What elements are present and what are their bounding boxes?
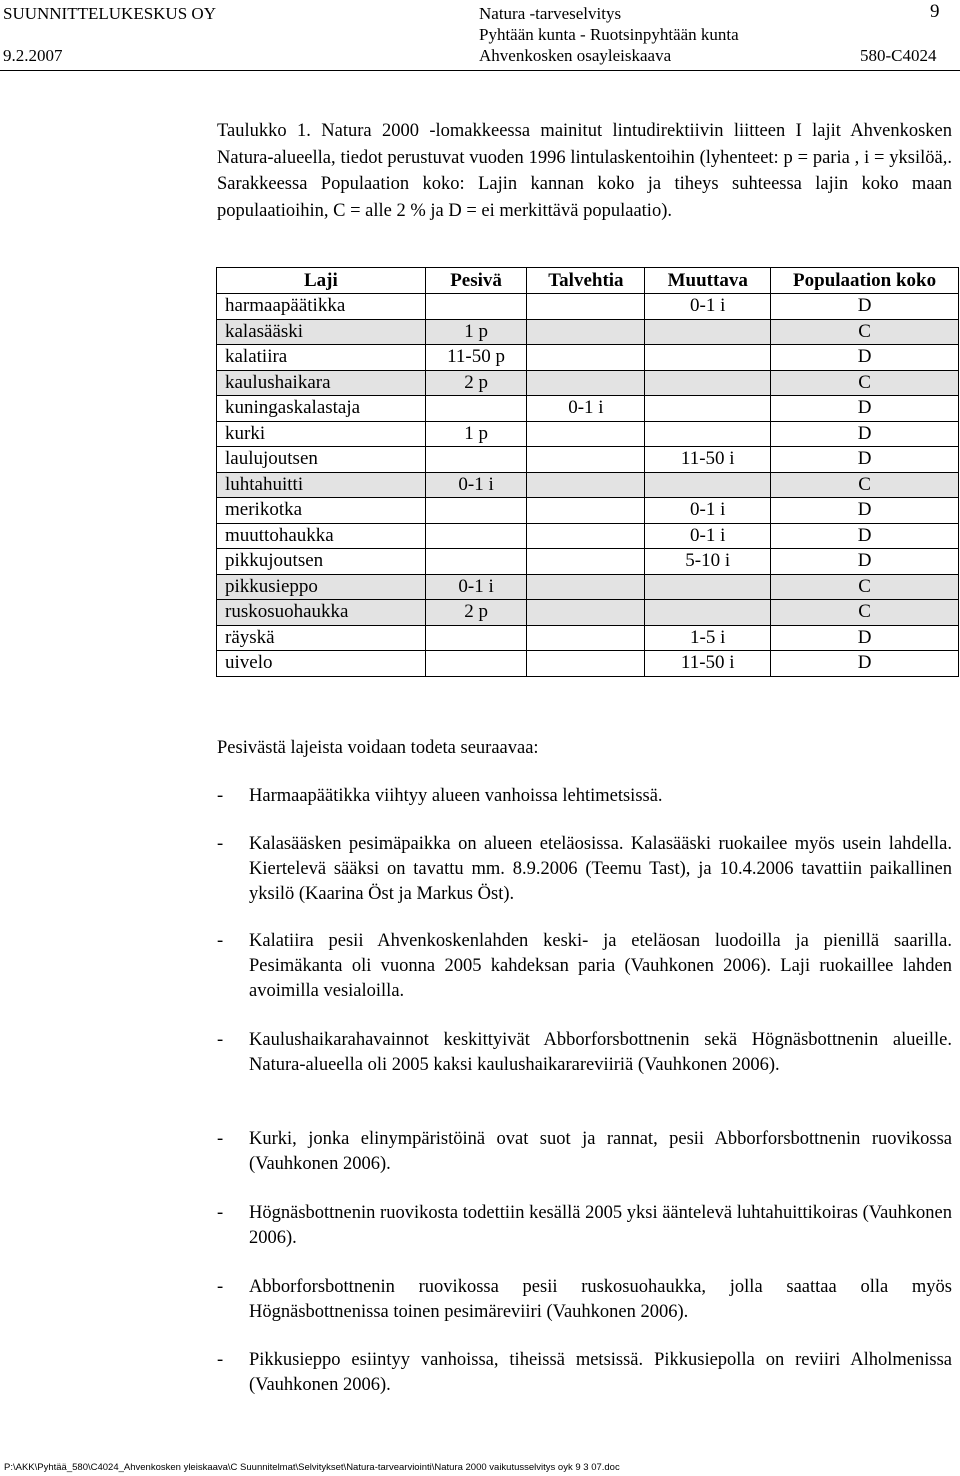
cell-laji: pikkusieppo [217, 574, 426, 600]
bullet-item [217, 1028, 952, 1078]
bullet-dash: - [217, 834, 224, 854]
cell-populaatio: C [771, 574, 959, 600]
table-row [217, 574, 959, 600]
cell-muuttava: 5-10 i [645, 549, 771, 575]
cell-pesiva [425, 625, 527, 651]
bullet-item [217, 832, 952, 907]
cell-pesiva: 1 p [425, 421, 527, 447]
table-row [217, 625, 959, 651]
bullet-item [217, 784, 952, 809]
cell-laji: kuningaskalastaja [217, 396, 426, 422]
table-row [217, 600, 959, 626]
header-divider [0, 70, 960, 71]
cell-talvehtia [527, 345, 645, 371]
cell-laji: kaulushaikara [217, 370, 426, 396]
cell-talvehtia [527, 574, 645, 600]
cell-talvehtia [527, 549, 645, 575]
cell-talvehtia [527, 600, 645, 626]
bullet-dash: - [217, 1277, 224, 1297]
cell-muuttava [645, 472, 771, 498]
cell-muuttava [645, 574, 771, 600]
cell-laji: kurki [217, 421, 426, 447]
cell-talvehtia [527, 447, 645, 473]
cell-populaatio: D [771, 345, 959, 371]
cell-laji: ruskosuohaukka [217, 600, 426, 626]
cell-pesiva: 1 p [425, 319, 527, 345]
cell-pesiva: 2 p [425, 370, 527, 396]
cell-talvehtia [527, 651, 645, 677]
cell-pesiva: 0-1 i [425, 472, 527, 498]
table-row [217, 472, 959, 498]
table-caption [217, 118, 952, 224]
col-header-muuttava: Muuttava [645, 268, 771, 294]
cell-pesiva [425, 651, 527, 677]
cell-populaatio: C [771, 319, 959, 345]
cell-talvehtia [527, 294, 645, 320]
bullet-dash: - [217, 1129, 224, 1149]
cell-pesiva [425, 498, 527, 524]
cell-laji: uivelo [217, 651, 426, 677]
table-row [217, 319, 959, 345]
bullet-dash: - [217, 786, 224, 806]
bullet-text: Abborforsbottnenin ruovikossa pesii ruskosuohaukka, jolla saattaa olla myös Högnäsbottnenissa toinen pesimäreviiri (Vauhkonen 2006). [249, 1277, 952, 1322]
cell-muuttava [645, 345, 771, 371]
cell-pesiva: 2 p [425, 600, 527, 626]
cell-laji: pikkujoutsen [217, 549, 426, 575]
cell-populaatio: D [771, 549, 959, 575]
cell-populaatio: C [771, 370, 959, 396]
bullet-item [217, 1275, 952, 1325]
cell-talvehtia [527, 498, 645, 524]
cell-populaatio: D [771, 625, 959, 651]
intro-paragraph: Pesivästä lajeista voidaan todeta seuraavaa: [217, 738, 539, 758]
cell-populaatio: D [771, 651, 959, 677]
cell-populaatio: D [771, 447, 959, 473]
table-row [217, 651, 959, 677]
col-header-talvehtia: Talvehtia [527, 268, 645, 294]
bullet-dash: - [217, 1030, 224, 1050]
table-row [217, 549, 959, 575]
cell-talvehtia [527, 523, 645, 549]
cell-muuttava: 0-1 i [645, 294, 771, 320]
cell-talvehtia: 0-1 i [527, 396, 645, 422]
table-row [217, 294, 959, 320]
bullet-text: Kurki, jonka elinympäristöinä ovat suot ja rannat, pesii Abborforsbottnenin ruovikossa (Vauhkonen 2006). [249, 1129, 952, 1174]
table-row [217, 498, 959, 524]
cell-muuttava [645, 421, 771, 447]
bullet-text: Kalasääsken pesimäpaikka on alueen eteläosissa. Kalasääski ruokailee myös usein lahdella. Kiertelevä sääksi on tavattu mm. 8.9.2006 (Teemu Tast), ja 10.4.2006 tavattiin paikallinen yksilö (Kaarina Öst ja Markus Öst). [249, 834, 952, 904]
cell-populaatio: C [771, 600, 959, 626]
table-row [217, 421, 959, 447]
cell-pesiva [425, 396, 527, 422]
bullet-item [217, 1127, 952, 1177]
cell-populaatio: D [771, 523, 959, 549]
table-row [217, 370, 959, 396]
cell-talvehtia [527, 319, 645, 345]
table-row [217, 345, 959, 371]
page-number: 9 [930, 1, 940, 22]
bullet-item [217, 1348, 952, 1398]
cell-pesiva [425, 523, 527, 549]
bullet-dash: - [217, 1350, 224, 1370]
table-header-row [217, 268, 959, 294]
cell-laji: muuttohaukka [217, 523, 426, 549]
cell-muuttava: 11-50 i [645, 651, 771, 677]
cell-muuttava: 1-5 i [645, 625, 771, 651]
cell-talvehtia [527, 370, 645, 396]
col-header-populaatio: Populaation koko [771, 268, 959, 294]
cell-muuttava [645, 370, 771, 396]
caption-text: Natura 2000 -lomakkeessa mainitut lintudirektiivin liitteen I lajit Ahvenkosken Natura-alueella, tiedot perustuvat vuoden 1996 lintulaskentoihin (lyhenteet: p = paria , i = yksilöä,. Sarakkeessa Populaation koko: Lajin kannan koko ja tiheys suhteessa lajin koko maan populaatioihin, C = alle 2 % ja D = ei merkittävä populaatio). [217, 121, 952, 221]
cell-muuttava: 0-1 i [645, 523, 771, 549]
cell-pesiva [425, 447, 527, 473]
cell-talvehtia [527, 421, 645, 447]
header-title: Natura -tarveselvitys [479, 4, 622, 23]
bullet-text: Harmaapäätikka viihtyy alueen vanhoissa lehtimetsissä. [249, 786, 663, 806]
cell-muuttava: 11-50 i [645, 447, 771, 473]
bullet-text: Högnäsbottnenin ruovikosta todettiin kesällä 2005 yksi ääntelevä luhtahuittikoiras (Vauhkonen 2006). [249, 1203, 952, 1248]
cell-laji: kalatiira [217, 345, 426, 371]
header-municipality: Pyhtään kunta - Ruotsinpyhtään kunta [479, 25, 739, 44]
cell-laji: luhtahuitti [217, 472, 426, 498]
table-row [217, 396, 959, 422]
bullet-dash: - [217, 931, 224, 951]
bullet-item [217, 929, 952, 1004]
cell-talvehtia [527, 472, 645, 498]
footer-file-path: P:\AKK\Pyhtää_580\C4024_Ahvenkosken yleiskaava\C Suunnitelmat\Selvitykset\Natura-tarvearviointi\Natura 2000 vaikutusselvitys oyk 9 3 07.doc [4, 1462, 620, 1473]
cell-populaatio: D [771, 294, 959, 320]
caption-label: Taulukko 1. [217, 121, 311, 141]
cell-pesiva [425, 549, 527, 575]
bullet-text: Kaulushaikarahavainnot keskittyivät Abborforsbottnenin sekä Högnäsbottnenin alueille. Natura-alueella oli 2005 kaksi kaulushaikarareviiriä (Vauhkonen 2006). [249, 1030, 952, 1075]
cell-pesiva: 11-50 p [425, 345, 527, 371]
bullet-dash: - [217, 1203, 224, 1223]
header-plan: Ahvenkosken osayleiskaava [479, 46, 672, 65]
bullet-text: Kalatiira pesii Ahvenkoskenlahden keski- ja eteläosan luodoilla ja pienillä saarilla. Pesimäkanta oli vuonna 2005 kahdeksan paria (Vauhkonen 2006). Laji ruokaillee lahden avoimilla vesialoilla. [249, 931, 952, 1001]
col-header-laji: Laji [217, 268, 426, 294]
cell-muuttava [645, 600, 771, 626]
cell-muuttava [645, 396, 771, 422]
cell-populaatio: C [771, 472, 959, 498]
cell-laji: räyskä [217, 625, 426, 651]
cell-populaatio: D [771, 498, 959, 524]
bullet-text: Pikkusieppo esiintyy vanhoissa, tiheissä metsissä. Pikkusiepolla on reviiri Alholmenissa (Vauhkonen 2006). [249, 1350, 952, 1395]
cell-muuttava: 0-1 i [645, 498, 771, 524]
cell-pesiva [425, 294, 527, 320]
table-row [217, 523, 959, 549]
col-header-pesiva: Pesivä [425, 268, 527, 294]
cell-muuttava [645, 319, 771, 345]
header-org: SUUNNITTELUKESKUS OY [3, 4, 216, 23]
cell-laji: harmaapäätikka [217, 294, 426, 320]
bullet-item [217, 1201, 952, 1251]
cell-laji: laulujoutsen [217, 447, 426, 473]
cell-pesiva: 0-1 i [425, 574, 527, 600]
cell-talvehtia [527, 625, 645, 651]
species-table [216, 267, 959, 677]
project-code: 580-C4024 [860, 46, 937, 65]
cell-populaatio: D [771, 396, 959, 422]
header-date: 9.2.2007 [3, 46, 63, 65]
table-row [217, 447, 959, 473]
cell-laji: kalasääski [217, 319, 426, 345]
cell-populaatio: D [771, 421, 959, 447]
cell-laji: merikotka [217, 498, 426, 524]
